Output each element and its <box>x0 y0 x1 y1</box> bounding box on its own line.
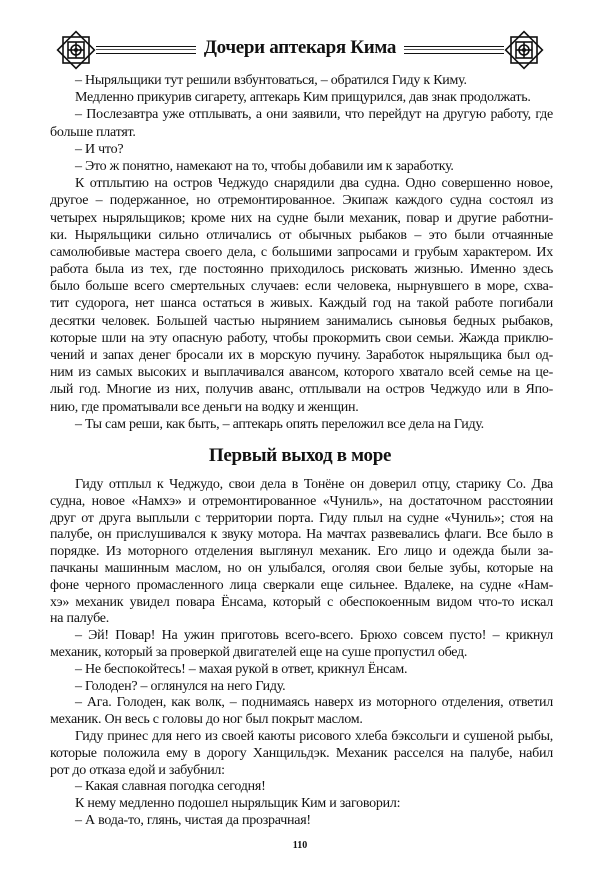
text-line: нию, где проматывали все деньги на водку и женщин. <box>50 399 359 415</box>
text-line: механик, который за проверкой двигателей еще на суше пропустил обед. <box>50 644 468 660</box>
text-line: судна, новое «Намхэ» и отремонтированное «Чуниль», на достаточном расстоянии <box>50 493 553 509</box>
text-line: хэ» механик увидел повара Ёнсама, который с обеспокоенным видом что-то искал <box>50 594 553 610</box>
text-line: – Голоден? – оглянулся на него Гиду. <box>75 678 286 694</box>
text-line: чений и запах денег бросали их в морскую пучину. Заработок ныряльщика был од- <box>50 348 553 363</box>
paragraph <box>50 662 553 679</box>
running-title <box>0 36 600 60</box>
text-line: – А вода-то, глянь, чистая да прозрачная! <box>75 812 311 828</box>
text-block-top <box>50 72 553 433</box>
text-line: десятки человек. Большей частью нырянием занимались сыновья бедных рыбаков, <box>50 313 553 329</box>
text-line: пачканы машинным маслом, но он улыбался, оголяя свои белые зубы, которые на <box>50 560 553 576</box>
text-line: – Послезавтра уже отплывать, а они заявили, что перейдут на другую работу, где <box>75 107 553 123</box>
text-line: которые шли на эту опасную работу, чтобы прокормить свои семьи. Жажда приклю- <box>50 330 553 346</box>
text-line: на палубе. <box>50 611 109 627</box>
text-line: больше платят. <box>50 124 136 140</box>
text-block-bottom <box>50 477 553 830</box>
text-line: рот до отказа едой и забубнил: <box>50 762 225 778</box>
text-line: К нему медленно подошел ныряльщик Ким и заговорил: <box>75 796 401 812</box>
paragraph <box>50 729 553 779</box>
text-line: самолюбивые мастера своего дела, с большими запросами и грубым характером. Их <box>50 244 553 260</box>
text-line: – Ныряльщики тут решили взбунтоваться, – обратился Гиду к Киму. <box>75 73 467 88</box>
paragraph <box>50 141 553 158</box>
text-line: – Ага. Голоден, как волк, – поднимаясь наверх из моторного отделения, ответил <box>75 695 553 711</box>
text-line: которые положила ему в дорогу Ханщильдэк. Механик расселся на палубе, набил <box>50 745 553 761</box>
paragraph <box>50 679 553 696</box>
text-line: К отплытию на остров Чеджудо снарядили два судна. Одно совершенно новое, <box>75 176 553 192</box>
text-line: ним из самых высоких и выплачивался авансом, которого хватало всей семье на це- <box>50 365 553 381</box>
paragraph <box>50 106 553 140</box>
running-title-text: Дочери аптекаря Кима <box>196 37 404 58</box>
paragraph <box>50 813 553 830</box>
text-line: четырех ныряльщиков; кроме них на судне были механик, повар и другие работни- <box>50 210 553 226</box>
paragraph <box>50 695 553 729</box>
paragraph <box>50 628 553 662</box>
paragraph <box>50 416 553 433</box>
text-line: друг от друга выплыли с территории порта. Гиду плыл на судне «Чуниль»; стоя на <box>50 510 553 526</box>
paragraph <box>50 89 553 106</box>
page-number: 110 <box>292 840 308 851</box>
text-line: другое – подержанное, но отремонтированное. Экипаж каждого судна состоял из <box>50 193 553 209</box>
paragraph <box>50 796 553 813</box>
text-line: лый год. Многие из них, получив аванс, отплывали на остров Чеджудо или в Япо- <box>50 382 553 398</box>
paragraph <box>50 175 553 416</box>
text-line: – Эй! Повар! На ужин приготовь всего-всего. Брюхо совсем пусто! – крикнул <box>75 628 553 644</box>
section-heading: Первый выход в море <box>208 445 392 466</box>
text-line: – Это ж понятно, намекают на то, чтобы добавили им к заработку. <box>75 158 454 174</box>
paragraph <box>50 72 553 89</box>
text-line: палубе, он прислушивался к звуку мотора. На мачтах развевались флаги. Все было в <box>50 527 553 543</box>
text-line: – Какая славная погодка сегодня! <box>75 779 266 795</box>
text-line: механик. Он весь с головы до ног был покрыт маслом. <box>50 712 363 728</box>
text-line: фоне черного промасленного лица сверкали еще сильнее. Вдалеке, на судне «Нам- <box>50 577 553 593</box>
text-line: ки. Ныряльщики сильно отличались от обычных рыбаков – это были отчаянные <box>50 227 553 243</box>
text-line: работа была из тех, где постоянно приходилось рисковать жизнью. Именно здесь <box>50 262 553 278</box>
paragraph <box>50 779 553 796</box>
text-line: – И что? <box>75 141 124 157</box>
text-line: – Не беспокойтесь! – махая рукой в ответ, крикнул Ёнсам. <box>75 661 408 677</box>
text-line: Гиду отплыл к Чеджудо, свои дела в Тонёне он доверил отцу, старику Со. Два <box>75 477 553 492</box>
text-line: тит судорога, нет шанса остаться в живых. Каждый год на такой работе погибали <box>50 296 553 312</box>
paragraph <box>50 477 553 628</box>
text-line: – Ты сам реши, как быть, – аптекарь опять переложил все дела на Гиду. <box>75 416 484 432</box>
text-line: порядке. Из моторного отделения выглянул механик. Его лицо и одежда были за- <box>50 544 553 560</box>
text-line: было больше всего смертельных случаев: если человека, нырнувшего в море, схва- <box>50 279 553 295</box>
text-line: Гиду принес для него из своей каюты рисового хлеба бэксольги и сушеной рыбы, <box>75 728 553 744</box>
text-line: Медленно прикурив сигарету, аптекарь Ким прищурился, дав знак продолжать. <box>75 90 531 106</box>
paragraph <box>50 158 553 175</box>
